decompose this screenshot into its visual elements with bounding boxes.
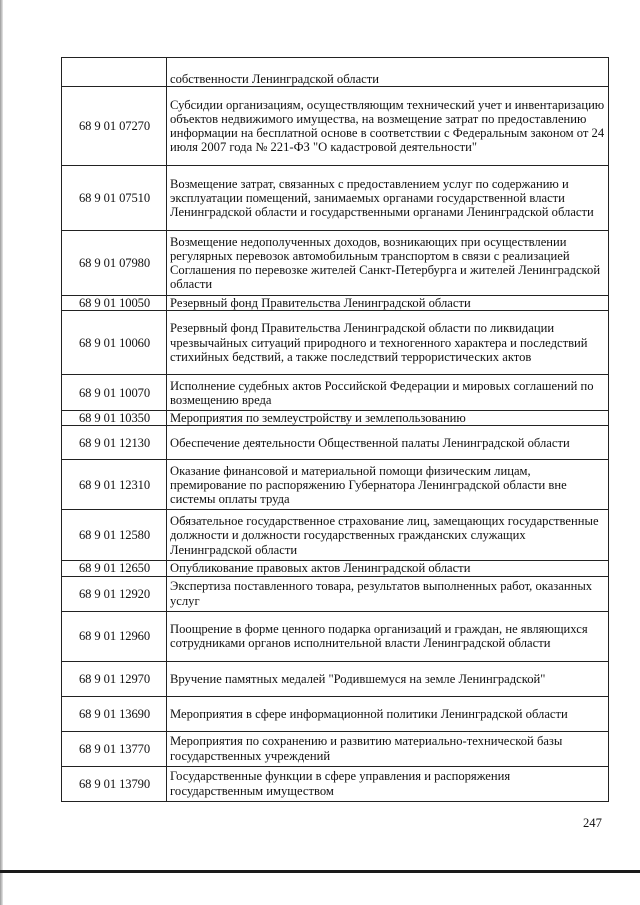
target-article-code: 68 9 01 10060	[62, 311, 167, 375]
target-article-code: 68 9 01 13770	[62, 731, 167, 766]
target-article-name: собственности Ленинградской области	[167, 58, 609, 87]
target-article-code: 68 9 01 10350	[62, 411, 167, 426]
target-article-name: Исполнение судебных актов Российской Федерации и мировых соглашений по возмещению вреда	[167, 375, 609, 411]
target-article-name: Мероприятия в сфере информационной политики Ленинградской области	[167, 696, 609, 731]
target-article-name: Обязательное государственное страхование лиц, замещающих государственные должности и должности государственных гражданских служащих Ленинградской области	[167, 510, 609, 561]
table-row	[62, 58, 609, 87]
target-article-name: Резервный фонд Правительства Ленинградской области по ликвидации чрезвычайных ситуаций природного и техногенного характера и последствий стихийных бедствий, а также последствий террористических актов	[167, 311, 609, 375]
target-article-name: Оказание финансовой и материальной помощи физическим лицам, премирование по распоряжению Губернатора Ленинградской области вне системы оплаты труда	[167, 460, 609, 510]
target-article-name: Государственные функции в сфере управления и распоряжения государственным имуществом	[167, 766, 609, 801]
scan-left-edge	[0, 0, 3, 905]
table-row	[62, 426, 609, 460]
table-row	[62, 411, 609, 426]
target-article-code: 68 9 01 12960	[62, 611, 167, 661]
target-article-name: Возмещение затрат, связанных с предоставлением услуг по содержанию и эксплуатации помещений, занимаемых органами государственной власти Ленинградской области и государственными органами Ленинградской области	[167, 166, 609, 231]
target-article-name: Мероприятия по землеустройству и землепользованию	[167, 411, 609, 426]
target-article-name: Резервный фонд Правительства Ленинградской области	[167, 296, 609, 311]
table-row	[62, 510, 609, 561]
table-body	[62, 58, 609, 802]
target-article-name: Мероприятия по сохранению и развитию материально-технической базы государственных учреждений	[167, 731, 609, 766]
table-row	[62, 87, 609, 166]
table-row	[62, 731, 609, 766]
scan-bottom-edge	[0, 870, 640, 873]
table-row	[62, 766, 609, 801]
target-article-name: Вручение памятных медалей "Родившемуся на земле Ленинградской"	[167, 661, 609, 696]
table-row	[62, 576, 609, 611]
table-row	[62, 460, 609, 510]
table-row	[62, 166, 609, 231]
target-article-name: Субсидии организациям, осуществляющим технический учет и инвентаризацию объектов недвижимого имущества, на возмещение затрат по предоставлению информации на бесплатной основе в соответствии с Федеральным законом от 24 июля 2007 года № 221-ФЗ "О кадастровой деятельности"	[167, 87, 609, 166]
table-row	[62, 231, 609, 296]
table-row	[62, 561, 609, 576]
target-article-name: Поощрение в форме ценного подарка организаций и граждан, не являющихся сотрудниками органов исполнительной власти Ленинградской области	[167, 611, 609, 661]
target-article-code: 68 9 01 10070	[62, 375, 167, 411]
page-number: 247	[583, 816, 602, 830]
target-article-code: 68 9 01 07510	[62, 166, 167, 231]
target-article-name: Экспертиза поставленного товара, результатов выполненных работ, оказанных услуг	[167, 576, 609, 611]
target-article-code: 68 9 01 07270	[62, 87, 167, 166]
target-article-name: Опубликование правовых актов Ленинградской области	[167, 561, 609, 576]
target-article-name: Возмещение недополученных доходов, возникающих при осуществлении регулярных перевозок автомобильным транспортом в связи с реализацией Соглашения по перевозке жителей Санкт-Петербурга и жителей Ленинградской области	[167, 231, 609, 296]
target-article-code: 68 9 01 12580	[62, 510, 167, 561]
target-article-name: Обеспечение деятельности Общественной палаты Ленинградской области	[167, 426, 609, 460]
target-article-code: 68 9 01 07980	[62, 231, 167, 296]
table-row	[62, 661, 609, 696]
target-article-code: 68 9 01 12970	[62, 661, 167, 696]
target-article-code: 68 9 01 13790	[62, 766, 167, 801]
table-row	[62, 311, 609, 375]
table-row	[62, 611, 609, 661]
target-article-code: 68 9 01 12650	[62, 561, 167, 576]
target-article-code: 68 9 01 12310	[62, 460, 167, 510]
target-article-code: 68 9 01 12920	[62, 576, 167, 611]
table-row	[62, 296, 609, 311]
budget-classification-table	[61, 57, 609, 802]
table-row	[62, 375, 609, 411]
target-article-code: 68 9 01 13690	[62, 696, 167, 731]
target-article-code: 68 9 01 12130	[62, 426, 167, 460]
target-article-code	[62, 58, 167, 87]
table-row	[62, 696, 609, 731]
target-article-code: 68 9 01 10050	[62, 296, 167, 311]
